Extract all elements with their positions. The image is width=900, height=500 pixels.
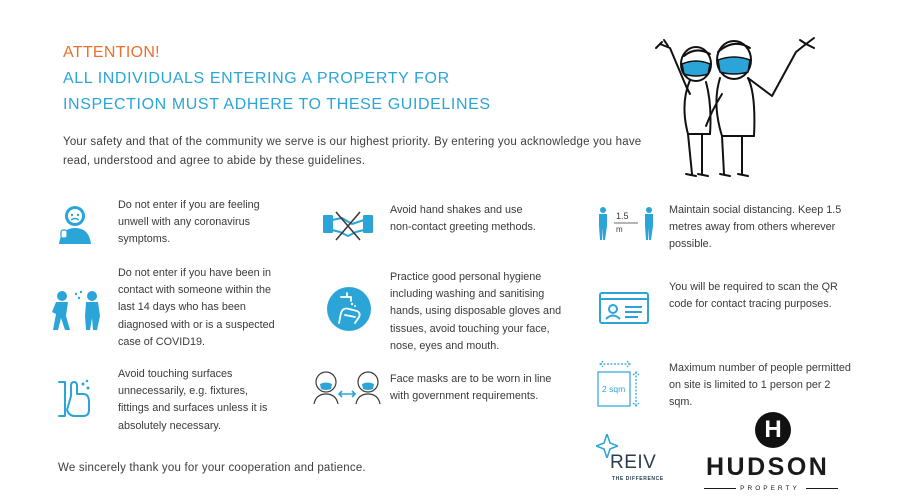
guideline-masks: Face masks are to be worn in line with government requirements. [390, 373, 552, 403]
intro-text: Your safety and that of the community we serve is our highest priority. By entering you acknowledge you have read, understood and agree to abide by these guidelines. [63, 136, 642, 167]
hudson-mark: H [755, 412, 791, 448]
hand-washing-icon [327, 287, 371, 331]
attention-heading: ATTENTION! [63, 44, 160, 61]
celebrating-people-illustration [650, 34, 825, 184]
social-distance-icon [594, 206, 658, 240]
reiv-tagline: THE DIFFERENCE [612, 476, 664, 482]
guideline-hygiene: Practice good personal hygiene including washing and sanitising hands, using disposable gloves and tissues, avoid touching your face, nose, eyes and mouth. [390, 271, 562, 352]
reiv-name: REIV [610, 452, 657, 473]
guideline-unwell: Do not enter if you are feeling unwell with any coronavirus symptoms. [118, 199, 260, 246]
id-card-icon [598, 291, 650, 325]
area-label: 2 sqm [602, 384, 626, 394]
hudson-logo [700, 410, 850, 492]
guideline-capacity: Maximum number of people permitted on site is limited to 1 person per 2 sqm. [669, 362, 851, 409]
reiv-logo [596, 434, 666, 486]
distance-unit: m [616, 225, 623, 234]
area-capacity-icon [594, 358, 644, 410]
guideline-contact: Do not enter if you have been in contact with someone within the last 14 days who has been diagnosed with or is a suspected case of COVID19. [118, 267, 275, 348]
hudson-name: HUDSON [706, 453, 830, 481]
guideline-touching: Avoid touching surfaces unnecessarily, e.g. fixtures, fittings and surfaces unless it is absolutely necessary. [118, 368, 268, 432]
guideline-qr: You will be required to scan the QR code for contact tracing purposes. [669, 281, 838, 311]
sneezing-contact-icon [50, 288, 106, 330]
guideline-distancing: Maintain social distancing. Keep 1.5 metres away from others wherever possible. [669, 204, 842, 251]
no-handshake-icon [322, 208, 374, 242]
face-mask-icon [312, 370, 382, 404]
heading-line-2: INSPECTION MUST ADHERE TO THESE GUIDELINES [63, 96, 491, 113]
heading-line-1: ALL INDIVIDUALS ENTERING A PROPERTY FOR [63, 70, 450, 87]
sick-person-icon [55, 202, 95, 244]
guideline-handshakes: Avoid hand shakes and use non-contact greeting methods. [390, 204, 536, 234]
touching-surface-icon [55, 376, 95, 420]
thank-you-text: We sincerely thank you for your cooperation and patience. [58, 462, 366, 474]
hudson-subtitle: PROPERTY [740, 485, 800, 492]
distance-value: 1.5 [616, 211, 629, 221]
